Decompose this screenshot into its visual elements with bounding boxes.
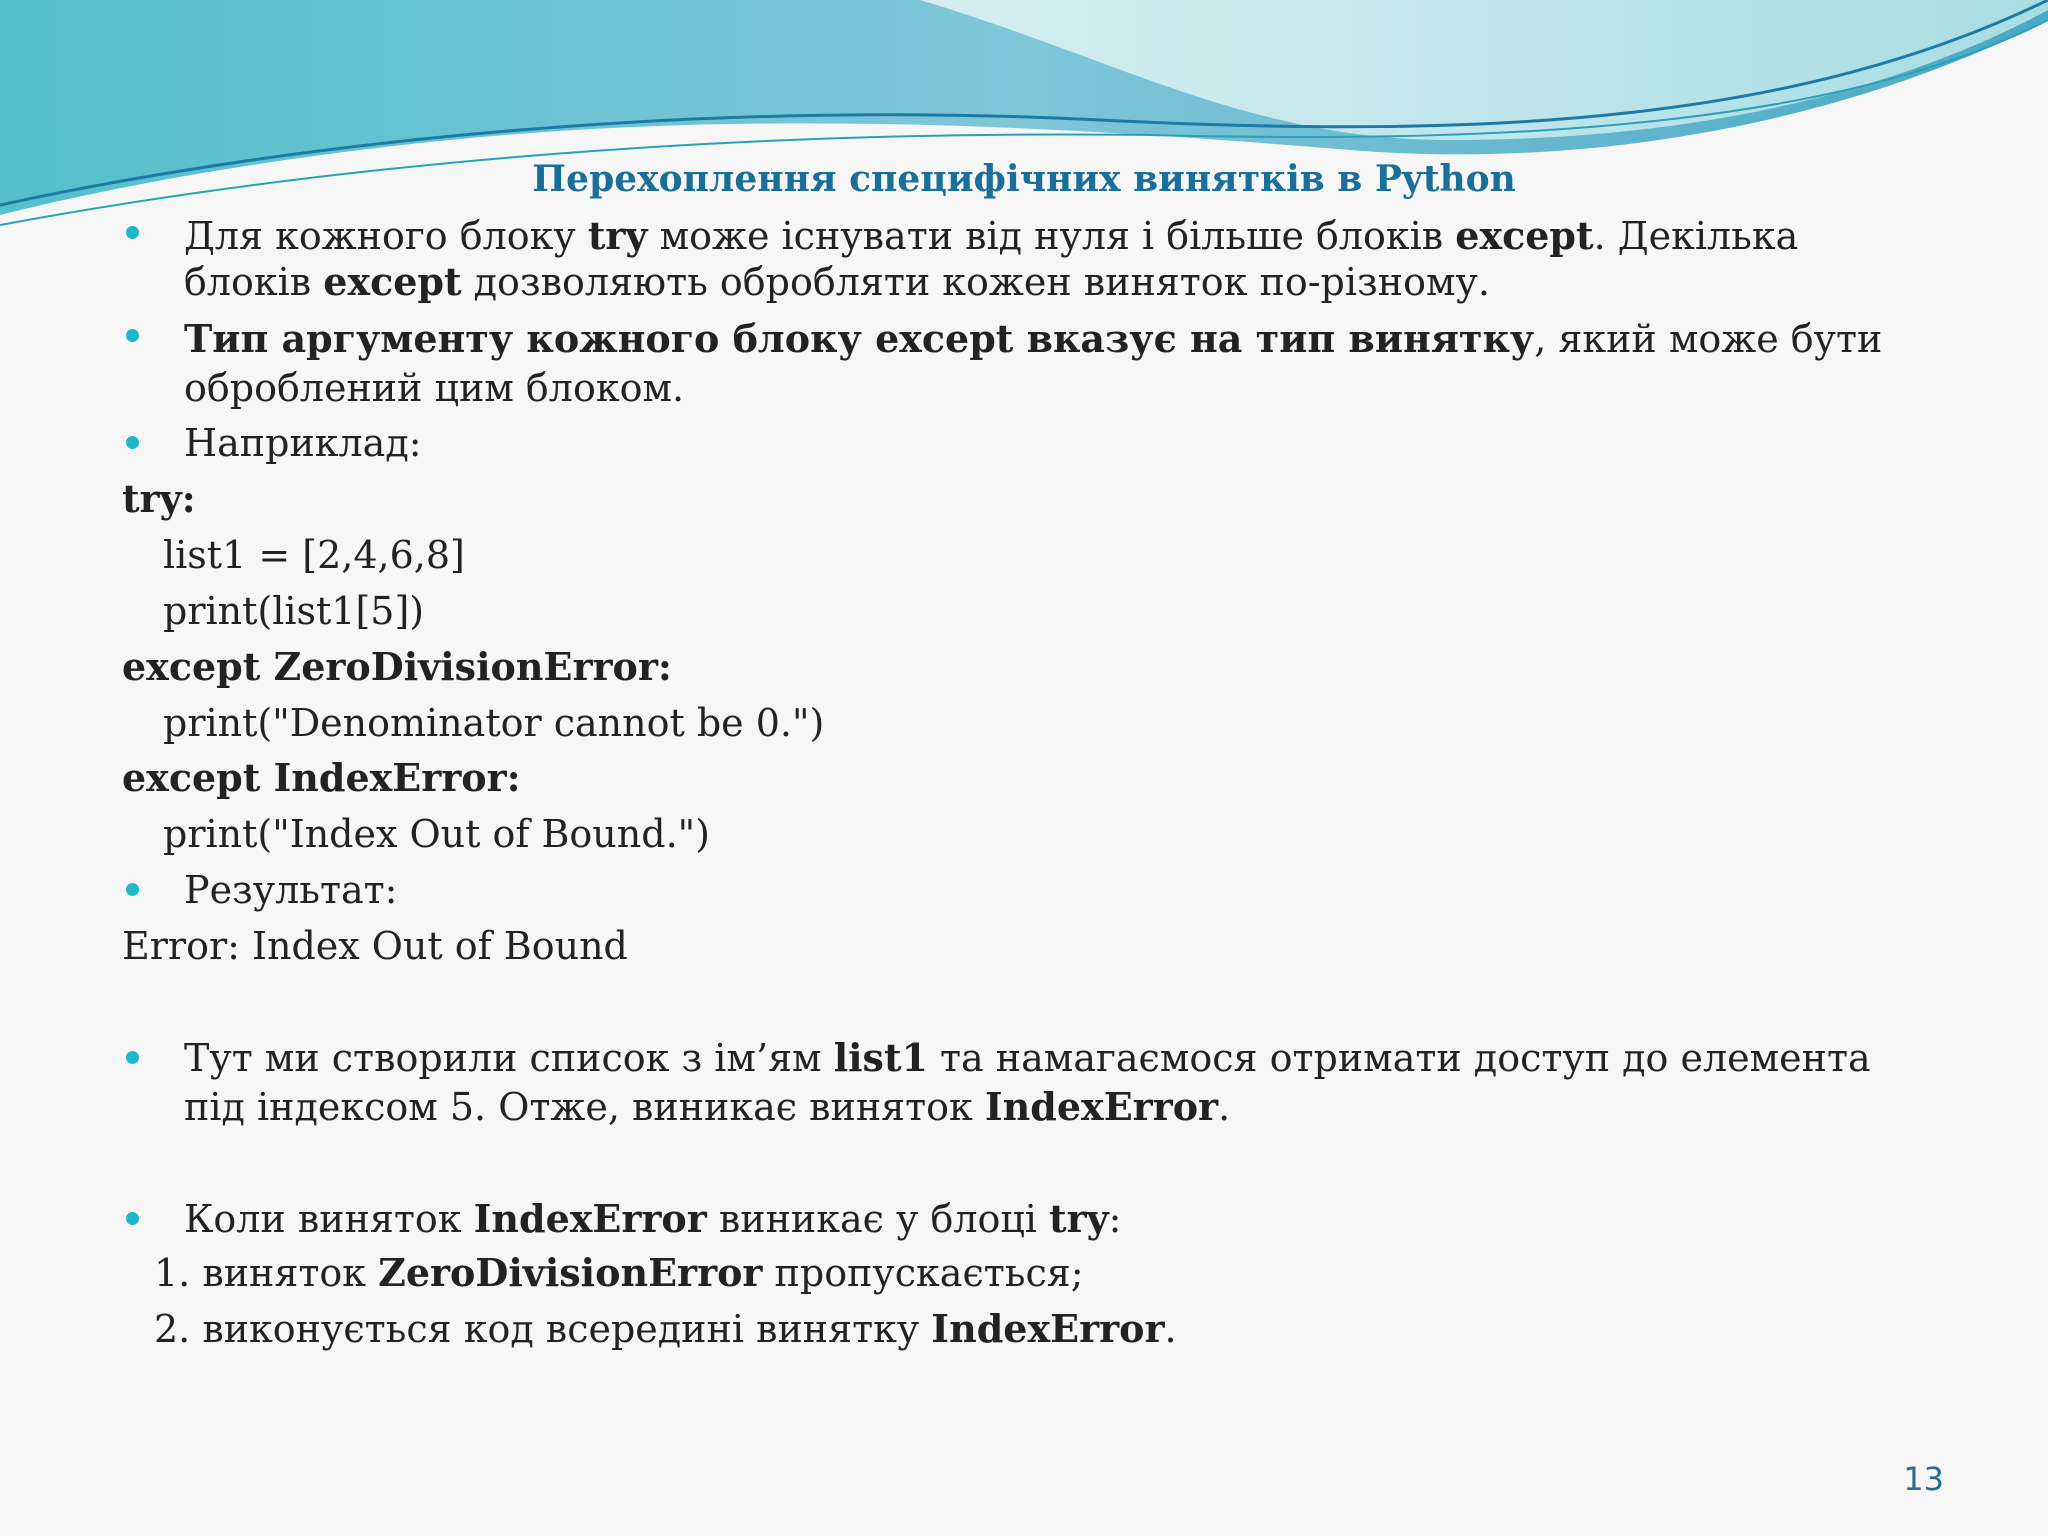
code-line-4: except ZeroDivisionError: [122, 644, 672, 689]
text: . [1218, 1085, 1231, 1129]
bullet-3: Наприклад: [184, 421, 422, 465]
bullet-2-line-1 [184, 315, 1882, 363]
bullet-dot [126, 436, 139, 449]
text: може існувати від нуля і більше блоків [647, 214, 1456, 258]
bullet-5-line-2 [184, 1083, 1230, 1131]
keyword-zerodivisionerror: ZeroDivisionError [378, 1250, 763, 1295]
text: дозволяють обробляти кожен виняток по-різному. [461, 260, 1490, 304]
result-text: Error: Index Out of Bound [122, 924, 628, 968]
keyword-try: try [1049, 1196, 1109, 1241]
bullet-1-line-2 [184, 258, 1490, 306]
step-2 [154, 1305, 1177, 1353]
text: Для кожного блоку [184, 214, 588, 258]
bullet-2-line-2: оброблений цим блоком. [184, 366, 685, 410]
bullet-dot [126, 1212, 139, 1225]
text: Коли виняток [184, 1197, 474, 1241]
text: : [1108, 1197, 1122, 1241]
bullet-dot [126, 226, 139, 239]
text: блоків [184, 260, 324, 304]
bullet-dot [126, 1051, 139, 1064]
bullet-4: Результат: [184, 868, 398, 912]
code-line-2: list1 = [2,4,6,8] [163, 533, 465, 577]
code-line-6: except IndexError: [122, 755, 521, 800]
text: пропускається; [762, 1251, 1084, 1295]
bullet-dot [126, 329, 139, 342]
code-line-1: try: [122, 476, 196, 521]
text: виникає у блоці [706, 1197, 1050, 1241]
keyword-list1: list1 [833, 1035, 928, 1080]
text: . Декілька [1593, 214, 1799, 258]
text: 2. виконується код всередині винятку [154, 1307, 932, 1351]
bullet-dot [126, 883, 139, 896]
keyword-indexerror: IndexError [931, 1306, 1165, 1351]
bullet-1-line-1 [184, 212, 1798, 260]
keyword-try: try [587, 213, 648, 258]
keyword-except: except [323, 259, 462, 304]
slide-title: Перехоплення специфічних винятків в Python [532, 158, 1516, 200]
page-number: 13 [1903, 1460, 1944, 1498]
text: . [1164, 1307, 1177, 1351]
text: , який може бути [1534, 317, 1883, 361]
bullet-6 [184, 1195, 1121, 1243]
text: під індексом 5. Отже, виникає виняток [184, 1085, 985, 1129]
bold-text: Тип аргументу кожного блоку except вказує на тип винятку [184, 316, 1535, 361]
keyword-indexerror: IndexError [984, 1084, 1219, 1129]
keyword-except: except [1455, 213, 1594, 258]
text: 1. виняток [154, 1251, 379, 1295]
bullet-5-line-1 [184, 1034, 1871, 1082]
code-line-3: print(list1[5]) [163, 589, 425, 633]
text: Тут ми створили список з ім’ям [184, 1036, 834, 1080]
step-1 [154, 1249, 1084, 1297]
code-line-7: print("Index Out of Bound.") [163, 812, 710, 856]
code-line-5: print("Denominator cannot be 0.") [163, 701, 825, 745]
keyword-indexerror: IndexError [473, 1196, 707, 1241]
text: та намагаємося отримати доступ до елемента [927, 1036, 1871, 1080]
